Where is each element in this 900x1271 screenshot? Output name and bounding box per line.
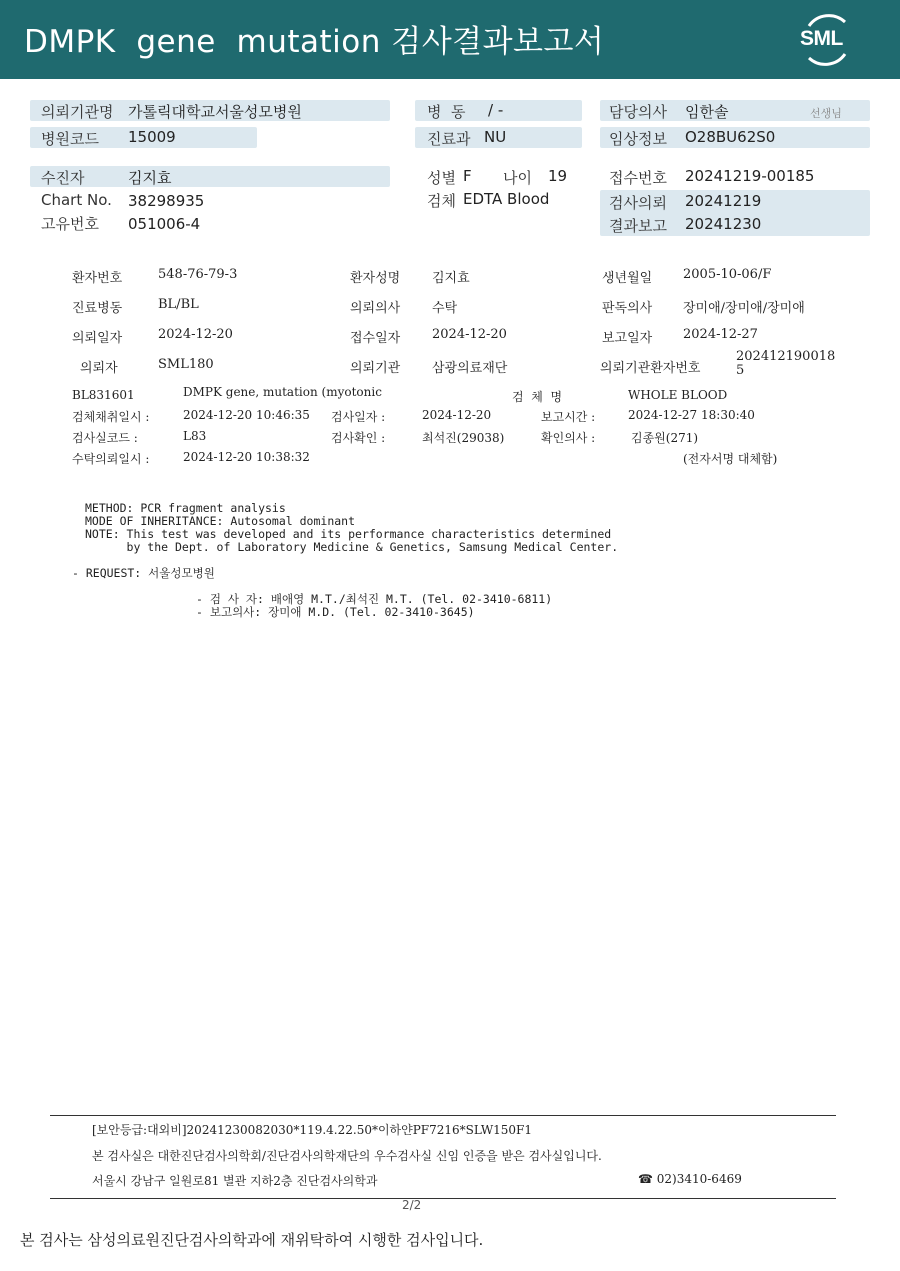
- doctor-label: 담당의사: [609, 103, 667, 121]
- chart-value: 38298935: [128, 192, 205, 210]
- req-inst-pt-label: 의뢰기관환자번호: [600, 361, 701, 376]
- requester-label: 의뢰자: [80, 361, 118, 376]
- accept-value: 2024-12-20 10:38:32: [183, 450, 310, 464]
- test-date-value: 2024-12-20: [422, 408, 492, 422]
- patient-label: 수진자: [41, 169, 85, 187]
- report-time-value: 2024-12-27 18:30:40: [628, 408, 755, 422]
- note-line-2: by the Dept. of Laboratory Medicine & Genetics, Samsung Medical Center.: [85, 540, 619, 554]
- age-value: 19: [548, 167, 568, 185]
- ward-label: 병 동: [427, 103, 466, 121]
- confirm-label: 검사확인 :: [331, 431, 386, 445]
- dept-label: 진료과: [427, 130, 471, 148]
- dob-label: 생년월일: [602, 271, 653, 286]
- unique-value: 051006-4: [128, 215, 201, 233]
- chart-label: Chart No.: [41, 191, 112, 209]
- reader-value: 장미애/장미애/장미애: [683, 301, 805, 316]
- test-code: BL831601: [72, 388, 135, 402]
- institution-label: 의뢰기관명: [41, 103, 114, 121]
- doctor-suffix: 선생님: [810, 107, 842, 120]
- hospital-code-value: 15009: [128, 128, 176, 146]
- test-name: DMPK gene, mutation (myotonic: [183, 385, 382, 399]
- tester-line: - 검 사 자: 배애영 M.T./최석진 M.T. (Tel. 02-3410-6811): [196, 592, 553, 606]
- specimen-label: 검체: [427, 192, 456, 210]
- collect-value: 2024-12-20 10:46:35: [183, 408, 310, 422]
- hospital-code-label: 병원코드: [41, 130, 99, 148]
- rcv-date-value: 2024-12-20: [432, 327, 507, 342]
- rcv-date-label: 접수일자: [350, 331, 401, 346]
- bottom-note: 본 검사는 삼성의료원진단검사의학과에 재위탁하여 시행한 검사입니다.: [20, 1231, 484, 1249]
- req-date-value: 2024-12-20: [158, 327, 233, 342]
- rep-date-label: 보고일자: [602, 331, 653, 346]
- institution-value: 가톨릭대학교서울성모병원: [128, 103, 302, 121]
- request-value: 20241219: [685, 192, 762, 210]
- accept-label: 수탁의뢰일시 :: [72, 452, 150, 466]
- req-inst-label: 의뢰기관: [350, 361, 401, 376]
- specimen-name-value: WHOLE BLOOD: [628, 388, 728, 402]
- patient-name-value: 김지효: [432, 271, 470, 286]
- ward-value-2: BL/BL: [158, 297, 199, 312]
- reporter-line: - 보고의사: 장미애 M.D. (Tel. 02-3410-3645): [196, 605, 475, 619]
- ward-value: / -: [488, 101, 504, 119]
- req-doctor-value: 수탁: [432, 301, 458, 316]
- unique-label: 고유번호: [41, 215, 99, 233]
- patient-value: 김지효: [128, 169, 172, 187]
- report-time-label: 보고시간 :: [541, 410, 596, 424]
- lab-code-label: 검사실코드 :: [72, 431, 138, 445]
- result-value: 20241230: [685, 215, 762, 233]
- request-label: 검사의뢰: [609, 194, 667, 212]
- note-line: NOTE: This test was developed and its performance characteristics determined: [85, 527, 612, 541]
- dept-value: NU: [484, 128, 507, 146]
- report-title: DMPK gene mutation 검사결과보고서: [24, 24, 605, 60]
- rep-date-value: 2024-12-27: [683, 327, 758, 342]
- request-line: - REQUEST: 서울성모병원: [72, 566, 215, 580]
- address-line: 서울시 강남구 일원로81 별관 지하2층 진단검사의학과: [92, 1174, 378, 1188]
- patient-name-label: 환자성명: [350, 271, 401, 286]
- cert-line: 본 검사실은 대한진단검사의학회/진단검사의학재단의 우수검사실 신임 인증을 받은 검사실입니다.: [92, 1149, 602, 1163]
- req-inst-pt-value-2: 5: [736, 363, 745, 378]
- patient-no-value: 548-76-79-3: [158, 267, 238, 282]
- req-date-label: 의뢰일자: [72, 331, 123, 346]
- method-line: METHOD: PCR fragment analysis: [85, 501, 286, 515]
- clinical-value: O28BU62S0: [685, 128, 776, 146]
- doctor-value: 임한솔: [685, 103, 729, 121]
- dob-value: 2005-10-06/F: [683, 267, 772, 282]
- ward-label-2: 진료병동: [72, 301, 123, 316]
- lab-code-value: L83: [183, 429, 207, 443]
- req-inst-value: 삼광의료재단: [432, 361, 508, 376]
- reader-label: 판독의사: [602, 301, 653, 316]
- phone-line: ☎ 02)3410-6469: [638, 1172, 742, 1186]
- receipt-value: 20241219-00185: [685, 167, 815, 185]
- confirm-doc-label: 확인의사 :: [541, 431, 596, 445]
- page-number: 2/2: [402, 1198, 422, 1212]
- patient-no-label: 환자번호: [72, 271, 123, 286]
- receipt-label: 접수번호: [609, 169, 667, 187]
- inheritance-line: MODE OF INHERITANCE: Autosomal dominant: [85, 514, 356, 528]
- specimen-name-label: 검 체 명: [512, 390, 563, 404]
- requester-value: SML180: [158, 357, 214, 372]
- confirm-doc-value: 김종원(271): [631, 431, 699, 445]
- sex-value: F: [463, 167, 472, 185]
- test-date-label: 검사일자 :: [331, 410, 386, 424]
- req-doctor-label: 의뢰의사: [350, 301, 401, 316]
- sml-logo-icon: [797, 12, 857, 68]
- clinical-label: 임상정보: [609, 130, 667, 148]
- esign-note: (전자서명 대체함): [683, 452, 778, 466]
- report-header: [0, 0, 900, 79]
- confirm-value: 최석진(29038): [422, 431, 505, 445]
- security-line: [보안등급:대외비]20241230082030*119.4.22.50*이하얀PF7216*SLW150F1: [92, 1123, 533, 1137]
- logo-text: SML: [800, 27, 843, 50]
- result-label: 결과보고: [609, 217, 667, 235]
- req-inst-pt-value-1: 202412190018: [736, 349, 836, 364]
- collect-label: 검체채취일시 :: [72, 410, 150, 424]
- age-label: 나이: [503, 169, 532, 187]
- specimen-value: EDTA Blood: [463, 190, 550, 208]
- sex-label: 성별: [427, 169, 456, 187]
